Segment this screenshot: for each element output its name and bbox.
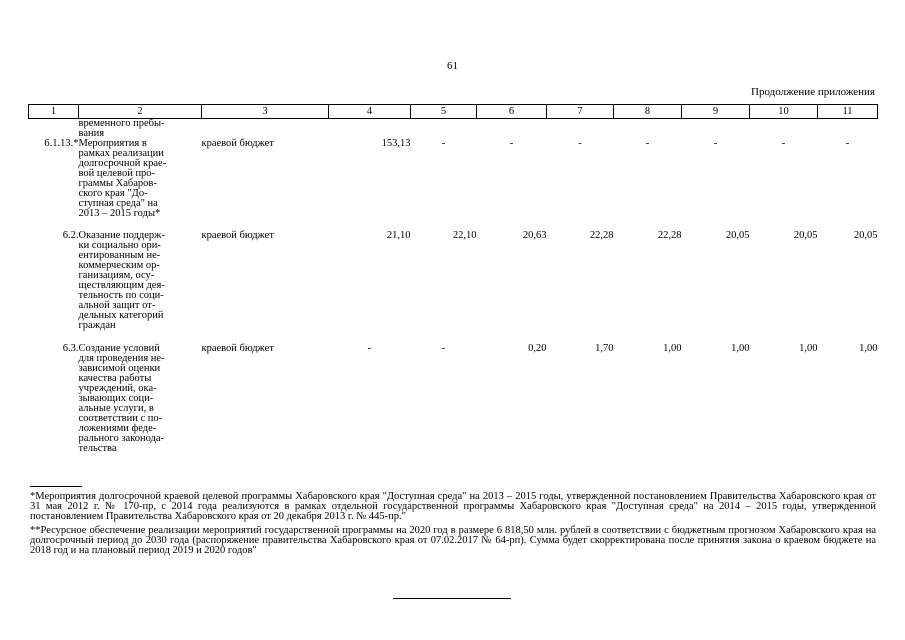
header-cell: 2 bbox=[79, 105, 202, 119]
row-source: краевой бюджет bbox=[201, 138, 274, 149]
table-row-continued bbox=[29, 119, 878, 140]
row-value: 22,10 bbox=[452, 230, 477, 241]
header-cell: 5 bbox=[411, 105, 477, 119]
continuation-label: Продолжение приложения bbox=[751, 86, 875, 98]
row-value: - bbox=[713, 138, 718, 149]
row-value: - bbox=[509, 138, 514, 149]
row-value: - bbox=[441, 138, 446, 149]
row-number: 6.3. bbox=[62, 343, 79, 354]
header-cell: 7 bbox=[547, 105, 614, 119]
row-value: 1,00 bbox=[859, 343, 878, 354]
row-value: - bbox=[781, 138, 786, 149]
footnote-1: *Мероприятия долгосрочной краевой целевой программы Хабаровского края "Доступная среда" на 2013 – 2015 годы, утвержденной постановлением Правительства Хабаровского края от 31 мая 2012 г. № 170-пр, с 2014 года реализуются в рамках отдельной государственной программы Хабаровского края "Доступная среда" на 2014 – 2015 годы, утвержденной постановлением Правительства Хабаровского края от 20 декабря 2013 г. № 445-пр." bbox=[30, 491, 876, 522]
row-name-cell bbox=[79, 344, 202, 464]
row-value: 22,28 bbox=[589, 230, 614, 241]
header-cell: 6 bbox=[477, 105, 547, 119]
footnotes bbox=[30, 492, 876, 560]
row-value: - bbox=[845, 138, 850, 149]
row-value: 1,00 bbox=[663, 343, 682, 354]
table-row bbox=[29, 344, 878, 464]
row-value: 20,05 bbox=[793, 230, 818, 241]
row-value: 1,00 bbox=[799, 343, 818, 354]
table-row bbox=[29, 231, 878, 344]
row-value: 20,05 bbox=[725, 230, 750, 241]
header-cell: 10 bbox=[750, 105, 818, 119]
row-source: краевой бюджет bbox=[201, 230, 274, 241]
row-value: 1,70 bbox=[595, 343, 614, 354]
row-value: - bbox=[367, 343, 372, 354]
row-number: 6.2. bbox=[62, 230, 79, 241]
continued-name-text: временного пребы- вания bbox=[78, 118, 165, 139]
footnote-divider bbox=[30, 486, 82, 487]
row-value: 153,13 bbox=[381, 138, 411, 149]
header-cell: 9 bbox=[682, 105, 750, 119]
row-value: - bbox=[578, 138, 582, 149]
row-source: краевой бюджет bbox=[201, 343, 274, 354]
row-value: 20,63 bbox=[522, 230, 547, 241]
continued-name-cell bbox=[79, 119, 202, 140]
header-cell: 11 bbox=[818, 105, 878, 119]
row-number: 6.1.13.* bbox=[44, 138, 79, 149]
page-number: 61 bbox=[447, 60, 458, 72]
row-value: - bbox=[441, 343, 446, 354]
row-name: Мероприятия в рамках реализации долгосрочной крае- вой целевой про- граммы Хабаров- ского края "До- ступная среда" на 2013 – 2015 годы* bbox=[78, 138, 167, 219]
table-row bbox=[29, 139, 878, 231]
header-cell: 1 bbox=[29, 105, 79, 119]
row-name: Оказание поддерж- ки социально ори- ентированным не- коммерческим ор- ганизациям, осу- ществляющим дея- тельность по соци- альной защит от- дельных категорий граждан bbox=[78, 230, 165, 331]
end-divider bbox=[393, 598, 511, 599]
appendix-table bbox=[28, 104, 878, 464]
row-value: 0,20 bbox=[528, 343, 547, 354]
row-value: 21,10 bbox=[386, 230, 411, 241]
header-cell: 3 bbox=[202, 105, 329, 119]
row-name: Создание условий для проведения не- зависимой оценки качества работы учреждений, ока- зывающих соци- альные услуги, в соответствии с по- ложениями феде- рального законода- тельства bbox=[78, 343, 165, 454]
row-name-cell bbox=[79, 139, 202, 231]
row-name-cell bbox=[79, 231, 202, 344]
row-value: 1,00 bbox=[731, 343, 750, 354]
header-cell: 8 bbox=[614, 105, 682, 119]
header-cell: 4 bbox=[329, 105, 411, 119]
row-value: - bbox=[645, 138, 650, 149]
footnote-2: **Ресурсное обеспечение реализации мероприятий государственной программы на 2020 год в размере 6 818,50 млн. рублей в соответствии с бюджетным прогнозом Хабаровского края на долгосрочный период до 2030 года (распоряжение правительства Хабаровского края от 07.02.2017 № 64-рп). Сумма будет скорректирована после принятия закона о краевом бюджете на 2018 год и на плановый период 2019 и 2020 годов" bbox=[30, 525, 876, 556]
row-value: 22,28 bbox=[657, 230, 682, 241]
header-row bbox=[29, 105, 878, 119]
row-value: 20,05 bbox=[853, 230, 878, 241]
